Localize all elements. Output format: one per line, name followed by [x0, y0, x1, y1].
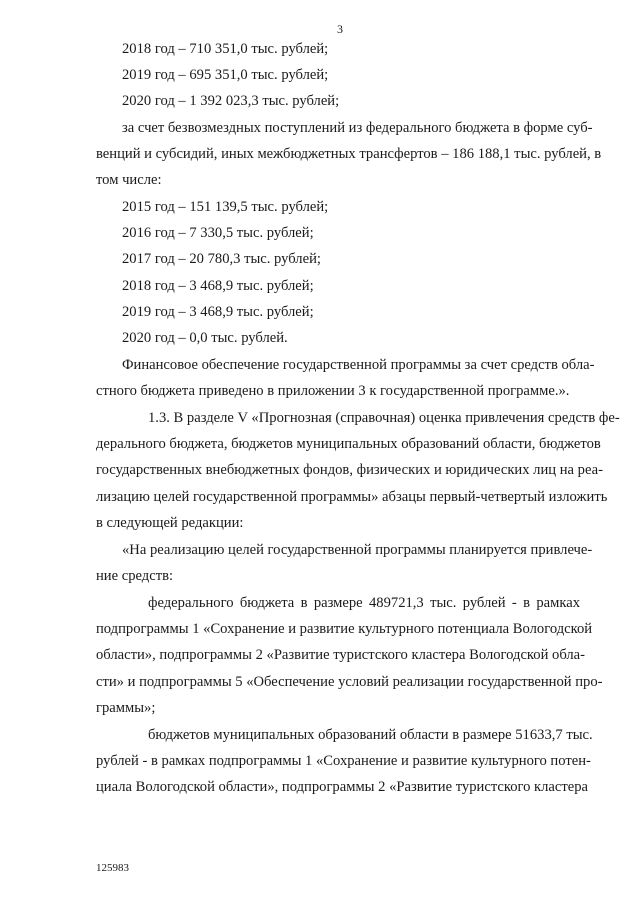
text-line: том числе: [96, 172, 162, 188]
text-line: граммы»; [96, 700, 156, 716]
text-line: в следующей редакции: [96, 515, 244, 531]
text-line: 2015 год – 151 139,5 тыс. рублей; [122, 199, 329, 215]
text-line: венций и субсидий, иных межбюджетных трансфертов – 186 188,1 тыс. рублей, в [96, 146, 602, 162]
text-line: 1.3. В разделе V «Прогнозная (справочная) оценка привлечения средств фе- [148, 410, 620, 426]
text-line: области», подпрограммы 2 «Развитие туристского кластера Вологодской обла- [96, 647, 586, 663]
text-line: стного бюджета приведено в приложении 3 к государственной программе.». [96, 383, 570, 399]
text-line: «На реализацию целей государственной программы планируется привлече- [122, 542, 593, 558]
text-line: подпрограммы 1 «Сохранение и развитие культурного потенциала Вологодской [96, 621, 593, 637]
text-line: 2020 год – 1 392 023,3 тыс. рублей; [122, 93, 340, 109]
text-line: 2020 год – 0,0 тыс. рублей. [122, 330, 288, 346]
text-line: 2019 год – 695 351,0 тыс. рублей; [122, 67, 329, 83]
text-line: 2016 год – 7 330,5 тыс. рублей; [122, 225, 314, 241]
text-line: государственных внебюджетных фондов, физических и юридических лиц на реа- [96, 462, 603, 478]
text-line: 2019 год – 3 468,9 тыс. рублей; [122, 304, 314, 320]
text-line: 2017 год – 20 780,3 тыс. рублей; [122, 251, 321, 267]
text-line: рублей - в рамках подпрограммы 1 «Сохранение и развитие культурного потен- [96, 753, 591, 769]
text-line: лизацию целей государственной программы» абзацы первый-четвертый изложить [96, 489, 608, 505]
text-line: дерального бюджета, бюджетов муниципальных образований области, бюджетов [96, 436, 601, 452]
text-line: Финансовое обеспечение государственной программы за счет средств обла- [122, 357, 595, 373]
document-code: 125983 [96, 862, 129, 874]
text-line: сти» и подпрограммы 5 «Обеспечение условий реализации государственной про- [96, 674, 603, 690]
text-line: федерального бюджета в размере 489721,3 тыс. рублей - в рамках [148, 595, 580, 611]
text-line: за счет безвозмездных поступлений из федерального бюджета в форме суб- [122, 120, 593, 136]
text-line: бюджетов муниципальных образований области в размере 51633,7 тыс. [148, 727, 593, 743]
text-line: 2018 год – 710 351,0 тыс. рублей; [122, 41, 329, 57]
page-number: 3 [337, 22, 343, 36]
text-line: ние средств: [96, 568, 174, 584]
text-line: 2018 год – 3 468,9 тыс. рублей; [122, 278, 314, 294]
text-line: циала Вологодской области», подпрограммы 2 «Развитие туристского кластера [96, 779, 589, 795]
